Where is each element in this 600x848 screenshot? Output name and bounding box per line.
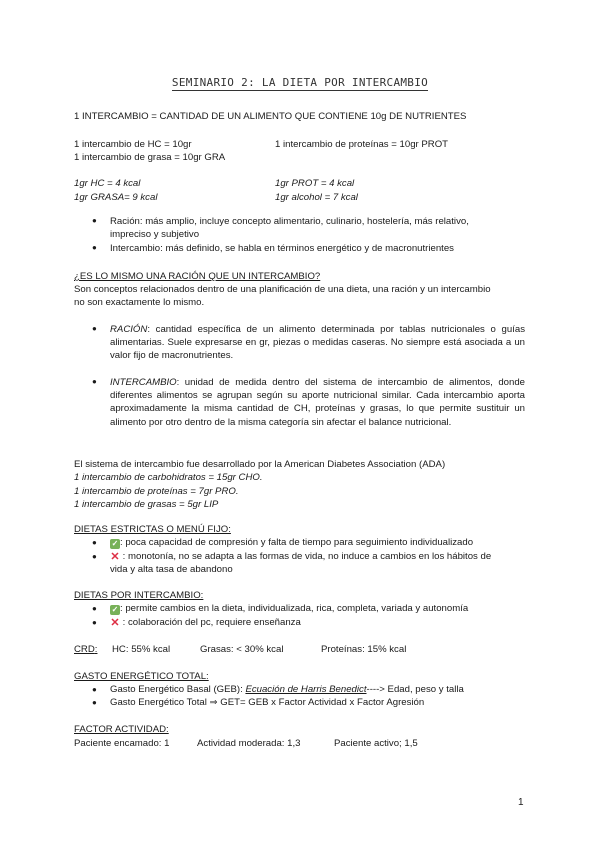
page-title: SEMINARIO 2: LA DIETA POR INTERCAMBIO (171, 76, 429, 89)
bullet-dot: ● (92, 243, 97, 252)
dietas-intercambio-heading: DIETAS POR INTERCAMBIO: (74, 590, 204, 601)
page-number: 1 (518, 797, 524, 808)
equivalence-prot: 1 intercambio de proteínas = 10gr PROT (275, 139, 449, 150)
intercambio-term: INTERCAMBIO (110, 377, 177, 388)
kcal-grasa: 1gr GRASA= 9 kcal (74, 192, 158, 203)
racion-text: : cantidad específica de un alimento determinada por tablas nutricionales o guías alimentarias. Suele expresarse en gr, piezas o medidas caseras. No siempre está asociada a un valor fijo de macronutrientes. (110, 324, 525, 362)
racion-bullet-line2: impreciso y subjetivo (110, 229, 200, 240)
question-line2: no son exactamente lo mismo. (74, 297, 205, 308)
factor-moderada: Actividad moderada: 1,3 (197, 738, 301, 749)
racion-definition (110, 323, 525, 363)
bullet-dot: ● (92, 698, 97, 707)
intercambio-bullet: Intercambio: más definido, se habla en términos energético y de macronutrientes (110, 243, 454, 254)
ada-cho: 1 intercambio de carbohidratos = 15gr CHO. (74, 472, 263, 483)
bullet-dot: ● (92, 377, 97, 386)
question-line1: Son conceptos relacionados dentro de una planificación de una dieta, una ración y un intercambio (74, 284, 491, 295)
check-mark-icon: ✓ (111, 605, 119, 614)
definition-line: 1 INTERCAMBIO = CANTIDAD DE UN ALIMENTO QUE CONTIENE 10g DE NUTRIENTES (74, 111, 467, 122)
kcal-alcohol: 1gr alcohol = 7 kcal (275, 192, 358, 203)
factor-heading: FACTOR ACTIVIDAD: (74, 724, 169, 735)
equivalence-hc: 1 intercambio de HC = 10gr (74, 139, 192, 150)
cross-mark-icon: ✕ (110, 551, 120, 563)
check-mark-icon: ✓ (111, 539, 119, 548)
intercambio-definition (110, 376, 525, 429)
racion-bullet-line1: Ración: más amplio, incluye concepto alimentario, culinario, hostelería, más relativo, (110, 216, 469, 227)
dietas-intercambio-pro: ✓ : permite cambios en la dieta, individualizada, rica, completa, variada y autonomía (111, 603, 469, 614)
racion-term: RACIÓN (110, 324, 148, 335)
ada-pro: 1 intercambio de proteínas = 7gr PRO. (74, 486, 239, 497)
crd-proteinas: Proteínas: 15% kcal (321, 644, 407, 655)
crd-hc: HC: 55% kcal (112, 644, 171, 655)
kcal-prot: 1gr PROT = 4 kcal (275, 178, 355, 189)
harris-benedict-link[interactable]: Ecuación de Harris Benedict (245, 684, 367, 695)
bullet-dot: ● (92, 618, 97, 627)
ada-lip: 1 intercambio de grasas = 5gr LIP (74, 499, 219, 510)
bullet-dot: ● (92, 552, 97, 561)
dietas-fijas-heading: DIETAS ESTRICTAS O MENÚ FIJO: (74, 524, 231, 535)
bullet-dot: ● (92, 538, 97, 547)
gasto-get: Gasto Energético Total ⇒ GET= GEB x Factor Actividad x Factor Agresión (110, 697, 425, 708)
factor-encamado: Paciente encamado: 1 (74, 738, 170, 749)
bullet-dot: ● (92, 604, 97, 613)
cross-mark-icon: ✕ (110, 617, 120, 629)
question-heading: ¿ES LO MISMO UNA RACIÓN QUE UN INTERCAMBIO? (74, 271, 321, 282)
factor-activo: Paciente activo; 1,5 (334, 738, 418, 749)
dietas-fijas-pro: ✓ : poca capacidad de compresión y falta de tiempo para seguimiento individualizado (111, 537, 474, 548)
gasto-heading: GASTO ENERGÉTICO TOTAL: (74, 671, 209, 682)
dietas-fijas-con-line2: vida y alta tasa de abandono (110, 564, 233, 575)
crd-label: CRD: (74, 644, 98, 655)
crd-grasas: Grasas: < 30% kcal (200, 644, 284, 655)
intercambio-text: : unidad de medida dentro del sistema de intercambio de alimentos, donde diferentes alimentos se agrupan según su aporte nutricional similar. Cada intercambio aporta aproximadamente la misma cantidad de CH, proteínas y grasas, lo que permite sustituir un alimento por otro dentro de la misma categoría sin afectar el balance nutricional. (110, 377, 525, 428)
dietas-fijas-con: ✕ : monotonía, no se adapta a las formas de vida, no induce a cambios en los hábitos de (110, 551, 492, 563)
ada-intro: El sistema de intercambio fue desarrollado por la American Diabetes Association (ADA) (74, 459, 446, 470)
dietas-intercambio-con: ✕ : colaboración del pc, requiere enseñanza (110, 617, 301, 629)
gasto-geb: Gasto Energético Basal (GEB): Ecuación de Harris Benedict----> Edad, peso y talla (110, 684, 464, 695)
bullet-dot: ● (92, 685, 97, 694)
kcal-hc: 1gr HC = 4 kcal (74, 178, 141, 189)
equivalence-grasa: 1 intercambio de grasa = 10gr GRA (74, 152, 226, 163)
bullet-dot: ● (92, 216, 97, 225)
bullet-dot: ● (92, 324, 97, 333)
